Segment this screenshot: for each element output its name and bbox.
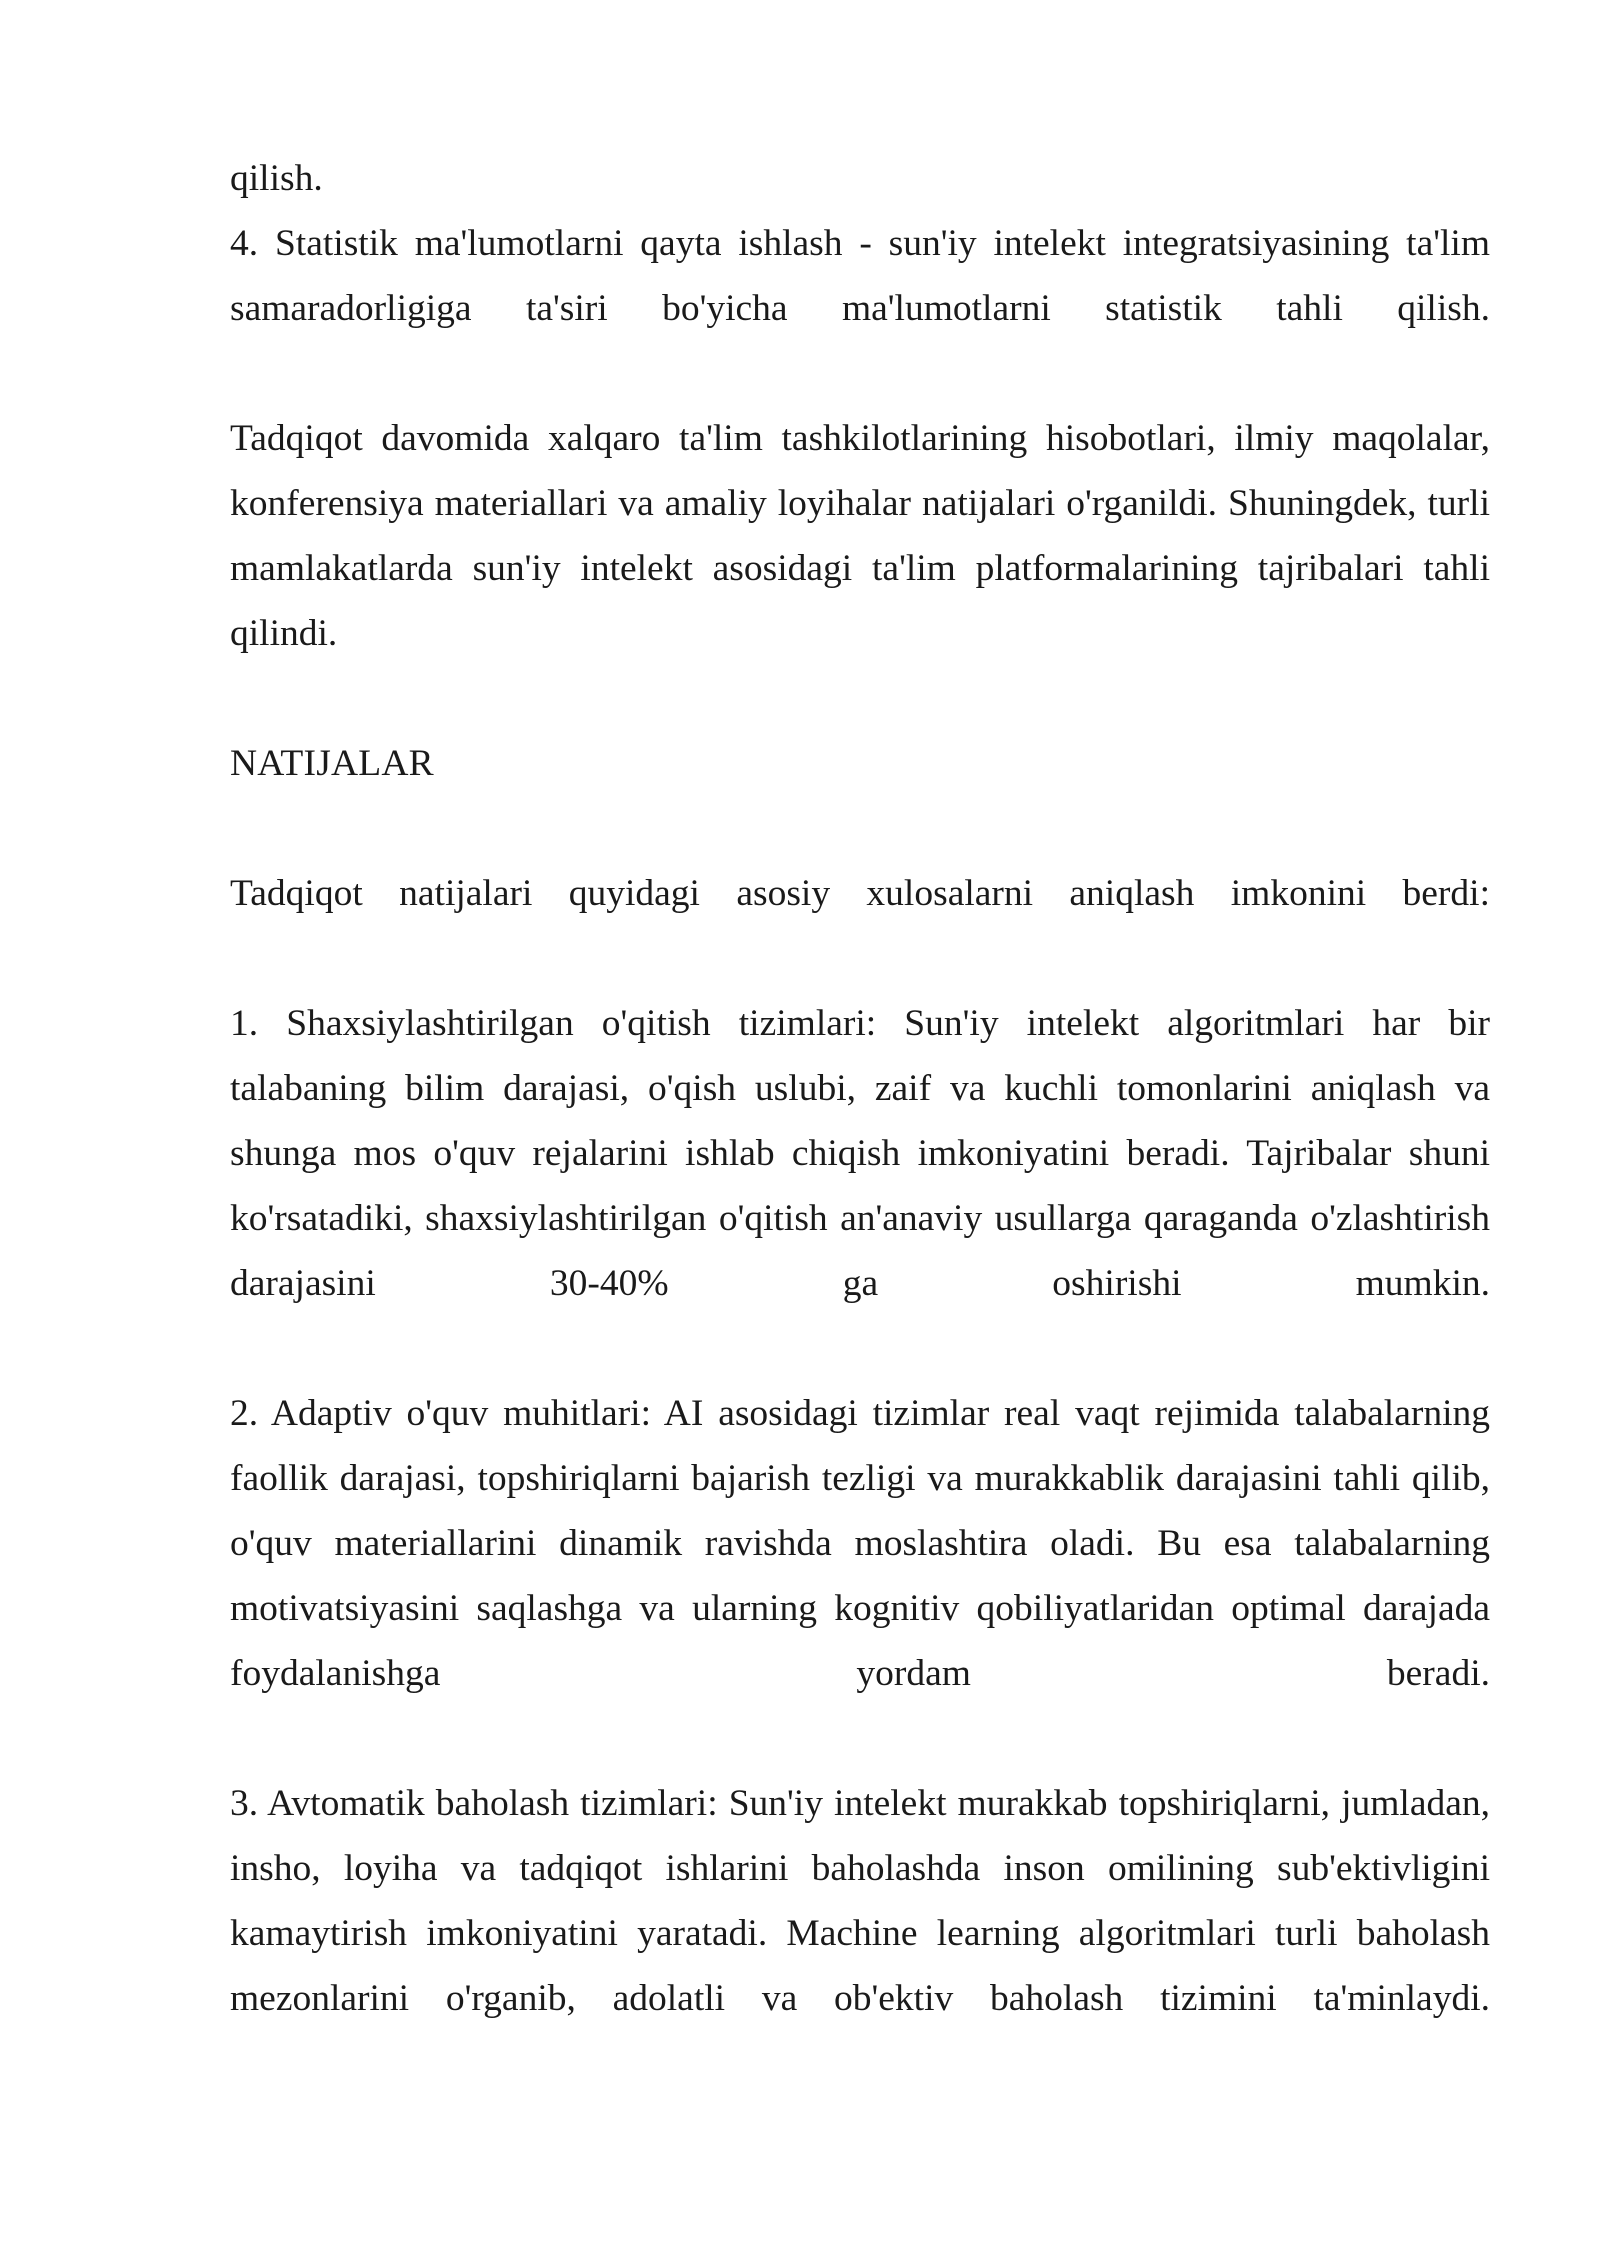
text-line: talabaning bilim darajasi, o'qish uslubi, zaif va kuchli tomonlarini aniqlash va (230, 1068, 1490, 1109)
text-line: qilindi. (230, 613, 338, 654)
text-line: o'quv materiallarini dinamik ravishda moslashtira oladi. Bu esa talabalarning (230, 1523, 1490, 1564)
text-line: foydalanishga yordam beradi. (230, 1653, 1490, 1694)
text-line: konferensiya materiallari va amaliy loyihalar natijalari o'rganildi. Shuningdek, turli (230, 483, 1490, 524)
text-line: kamaytirish imkoniyatini yaratadi. Machine learning algoritmlari turli baholash (230, 1913, 1490, 1954)
sources-paragraph (230, 406, 1490, 666)
text-line: Tadqiqot davomida xalqaro ta'lim tashkilotlarining hisobotlari, ilmiy maqolalar, (230, 418, 1490, 459)
text-line: Tadqiqot natijalari quyidagi asosiy xulosalarni aniqlash imkonini berdi: (230, 873, 1490, 914)
text-line: 4. Statistik ma'lumotlarni qayta ishlash - sun'iy intelekt integratsiyasining ta'lim (230, 223, 1490, 264)
text-line: samaradorligiga ta'siri bo'yicha ma'lumotlarni statistik tahli qilish. (230, 288, 1490, 329)
text-line: 2. Adaptiv o'quv muhitlari: AI asosidagi tizimlar real vaqt rejimida talabalarning (230, 1393, 1490, 1434)
text-line: insho, loyiha va tadqiqot ishlarini baholashda inson omilining sub'ektivligini (230, 1848, 1490, 1889)
result-item-1 (230, 991, 1490, 1316)
list-item-4 (230, 211, 1490, 341)
text-line: mamlakatlarda sun'iy intelekt asosidagi ta'lim platformalarining tajribalari tahli (230, 548, 1490, 589)
text-line: shunga mos o'quv rejalarini ishlab chiqish imkoniyatini beradi. Tajribalar shuni (230, 1133, 1490, 1174)
text-line: mezonlarini o'rganib, adolatli va ob'ektiv baholash tizimini ta'minlaydi. (230, 1978, 1490, 2019)
results-intro (230, 861, 1490, 926)
document-page (230, 146, 1490, 2031)
result-item-2 (230, 1381, 1490, 1706)
text-line: motivatsiyasini saqlashga va ularning kognitiv qobiliyatlaridan optimal darajada (230, 1588, 1490, 1629)
text-line: ko'rsatadiki, shaxsiylashtirilgan o'qitish an'anaviy usullarga qaraganda o'zlashtirish (230, 1198, 1490, 1239)
continuation-text (230, 146, 1490, 211)
text-line: darajasini 30-40% ga oshirishi mumkin. (230, 1263, 1490, 1304)
text-line: qilish. (230, 158, 323, 199)
text-line: faollik darajasi, topshiriqlarni bajarish tezligi va murakkablik darajasini tahli qilib, (230, 1458, 1490, 1499)
text-line: 3. Avtomatik baholash tizimlari: Sun'iy intelekt murakkab topshiriqlarni, jumladan, (230, 1783, 1490, 1824)
text-line: 1. Shaxsiylashtirilgan o'qitish tizimlari: Sun'iy intelekt algoritmlari har bir (230, 1003, 1490, 1044)
section-heading: NATIJALAR (230, 743, 434, 784)
result-item-3 (230, 1771, 1490, 2031)
